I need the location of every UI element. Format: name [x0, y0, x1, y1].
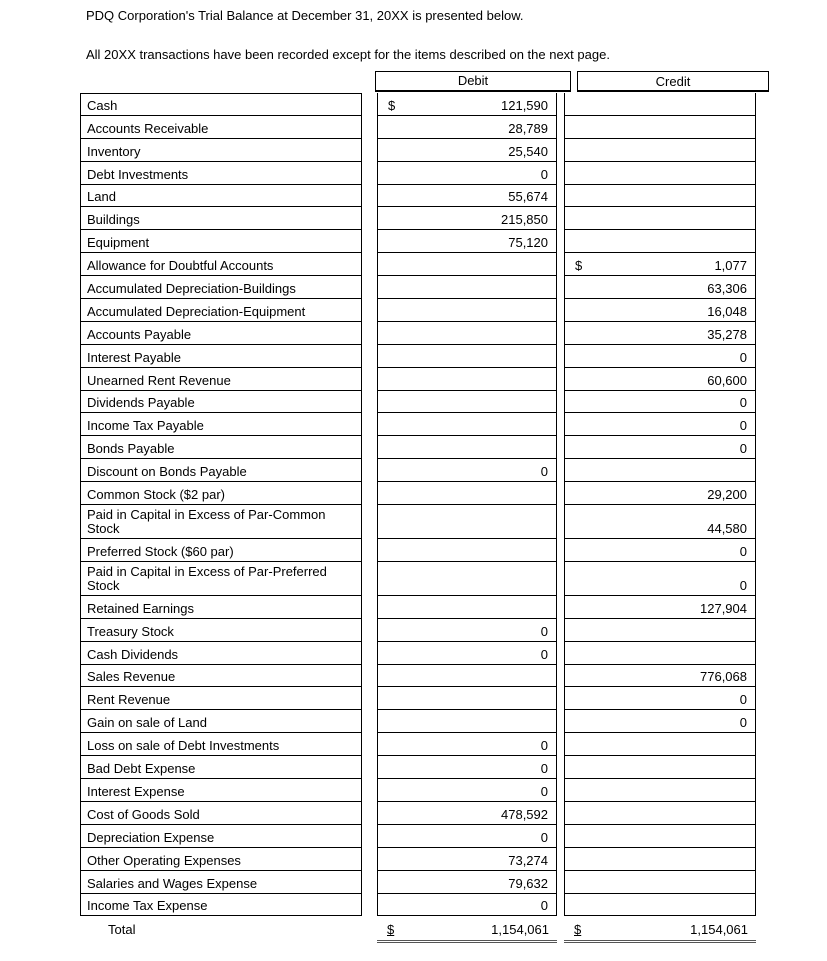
credit-cell — [564, 539, 756, 562]
column-gap — [362, 230, 377, 253]
account-name: Debt Investments — [80, 162, 362, 185]
debit-header: Debit — [457, 73, 489, 88]
debit-cell — [377, 642, 557, 665]
credit-amount: 127,904 — [700, 600, 747, 616]
column-gap — [362, 482, 377, 505]
table-row — [80, 230, 770, 253]
debit-amount: 0 — [540, 761, 548, 777]
column-gap — [362, 276, 377, 299]
column-gap — [362, 162, 377, 185]
table-row — [80, 368, 770, 391]
debit-cell — [377, 482, 557, 505]
table-row — [80, 207, 770, 230]
debit-amount: 215,850 — [501, 212, 548, 228]
debit-cell — [377, 162, 557, 185]
debit-amount: 0 — [540, 646, 548, 662]
account-name: Retained Earnings — [80, 596, 362, 619]
debit-cell — [377, 825, 557, 848]
credit-cell — [564, 894, 756, 917]
credit-amount: 776,068 — [700, 669, 747, 685]
account-name: Accumulated Depreciation-Equipment — [80, 299, 362, 322]
credit-cell — [564, 299, 756, 322]
column-gap — [362, 391, 377, 414]
credit-cell — [564, 756, 756, 779]
credit-cell — [564, 779, 756, 802]
debit-amount: 0 — [540, 738, 548, 754]
debit-cell — [377, 436, 557, 459]
credit-amount: 35,278 — [707, 326, 747, 342]
debit-cell — [377, 299, 557, 322]
credit-amount: 0 — [739, 692, 747, 708]
credit-amount: 0 — [739, 441, 747, 457]
credit-amount: 0 — [739, 418, 747, 434]
table-row — [80, 345, 770, 368]
account-name: Cost of Goods Sold — [80, 802, 362, 825]
debit-amount: 478,592 — [501, 806, 548, 822]
credit-cell — [564, 116, 756, 139]
table-row — [80, 825, 770, 848]
account-name: Buildings — [80, 207, 362, 230]
account-name: Cash — [80, 93, 362, 116]
column-gap — [362, 779, 377, 802]
table-row — [80, 505, 770, 539]
table-row — [80, 871, 770, 894]
debit-cell — [377, 322, 557, 345]
debit-cell — [377, 756, 557, 779]
table-row — [80, 299, 770, 322]
column-gap — [362, 207, 377, 230]
account-name: Income Tax Expense — [80, 894, 362, 917]
debit-cell — [377, 687, 557, 710]
credit-cell — [564, 253, 756, 276]
account-name: Interest Payable — [80, 345, 362, 368]
credit-amount: 0 — [739, 395, 747, 411]
column-gap — [362, 756, 377, 779]
total-debit-cell — [377, 916, 557, 939]
debit-cell — [377, 253, 557, 276]
table-row — [80, 539, 770, 562]
column-gap — [362, 299, 377, 322]
account-name: Equipment — [80, 230, 362, 253]
debit-cell — [377, 413, 557, 436]
table-row — [80, 687, 770, 710]
debit-cell — [377, 894, 557, 917]
account-name: Common Stock ($2 par) — [80, 482, 362, 505]
table-row — [80, 276, 770, 299]
credit-cell — [564, 802, 756, 825]
table-row — [80, 710, 770, 733]
intro-line-2: All 20XX transactions have been recorded except for the items described on the next page. — [86, 47, 610, 62]
debit-cell — [377, 345, 557, 368]
credit-cell — [564, 276, 756, 299]
account-name: Paid in Capital in Excess of Par-Preferred Stock — [80, 562, 362, 596]
table-row — [80, 733, 770, 756]
account-name: Interest Expense — [80, 779, 362, 802]
column-gap — [362, 253, 377, 276]
credit-cell — [564, 871, 756, 894]
debit-cell — [377, 230, 557, 253]
total-debit-currency-symbol: $ — [387, 922, 395, 938]
column-gap — [362, 642, 377, 665]
column-gap — [362, 539, 377, 562]
debit-cell — [377, 596, 557, 619]
debit-cell — [377, 276, 557, 299]
debit-amount: 0 — [540, 783, 548, 799]
debit-cell — [377, 459, 557, 482]
table-row — [80, 185, 770, 208]
table-row — [80, 779, 770, 802]
debit-amount: 0 — [540, 623, 548, 639]
debit-cell — [377, 368, 557, 391]
total-credit-currency-symbol: $ — [574, 922, 582, 938]
credit-cell — [564, 436, 756, 459]
credit-cell — [564, 733, 756, 756]
column-gap — [362, 505, 377, 539]
account-name: Inventory — [80, 139, 362, 162]
credit-cell — [564, 322, 756, 345]
total-credit-amount: 1,154,061 — [690, 922, 748, 938]
debit-cell — [377, 802, 557, 825]
column-gap — [362, 894, 377, 917]
account-name: Bonds Payable — [80, 436, 362, 459]
table-row — [80, 253, 770, 276]
table-row — [80, 756, 770, 779]
credit-cell — [564, 368, 756, 391]
debit-amount: 55,674 — [508, 189, 548, 205]
table-row — [80, 848, 770, 871]
column-gap — [362, 459, 377, 482]
column-gap — [362, 871, 377, 894]
column-gap — [362, 733, 377, 756]
column-gap — [362, 139, 377, 162]
debit-cell — [377, 733, 557, 756]
column-gap — [362, 802, 377, 825]
credit-cell — [564, 825, 756, 848]
account-name: Accumulated Depreciation-Buildings — [80, 276, 362, 299]
column-gap — [362, 185, 377, 208]
credit-cell — [564, 505, 756, 539]
debit-cell — [377, 619, 557, 642]
debit-cell — [377, 710, 557, 733]
debit-amount: 75,120 — [508, 235, 548, 251]
debit-amount: 121,590 — [501, 97, 548, 113]
column-gap — [362, 848, 377, 871]
credit-cell — [564, 459, 756, 482]
debit-amount: 25,540 — [508, 143, 548, 159]
account-name: Loss on sale of Debt Investments — [80, 733, 362, 756]
debit-amount: 73,274 — [508, 852, 548, 868]
intro-line-1: PDQ Corporation's Trial Balance at December 31, 20XX is presented below. — [86, 8, 524, 23]
column-gap — [362, 345, 377, 368]
credit-cell — [564, 619, 756, 642]
account-name: Paid in Capital in Excess of Par-Common Stock — [80, 505, 362, 539]
debit-cell — [377, 185, 557, 208]
table-row — [80, 139, 770, 162]
table-row — [80, 162, 770, 185]
credit-cell — [564, 596, 756, 619]
account-name: Preferred Stock ($60 par) — [80, 539, 362, 562]
table-row — [80, 665, 770, 688]
debit-amount: 28,789 — [508, 120, 548, 136]
credit-cell — [564, 642, 756, 665]
column-gap — [362, 368, 377, 391]
credit-amount: 0 — [739, 349, 747, 365]
column-gap — [362, 436, 377, 459]
table-row — [80, 642, 770, 665]
debit-amount: 0 — [540, 898, 548, 914]
debit-amount: 0 — [540, 464, 548, 480]
credit-amount: 29,200 — [707, 487, 747, 503]
credit-cell — [564, 207, 756, 230]
credit-cell — [564, 848, 756, 871]
account-name: Gain on sale of Land — [80, 710, 362, 733]
credit-amount: 0 — [739, 715, 747, 731]
debit-cell — [377, 139, 557, 162]
column-gap — [362, 596, 377, 619]
credit-cell — [564, 162, 756, 185]
account-name: Accounts Payable — [80, 322, 362, 345]
table-row — [80, 413, 770, 436]
debit-cell — [377, 505, 557, 539]
credit-cell — [564, 413, 756, 436]
table-row — [80, 482, 770, 505]
account-name: Depreciation Expense — [80, 825, 362, 848]
table-row — [80, 391, 770, 414]
account-name: Rent Revenue — [80, 687, 362, 710]
column-gap — [362, 710, 377, 733]
total-label: Total — [108, 922, 136, 938]
credit-cell — [564, 687, 756, 710]
table-row — [80, 436, 770, 459]
credit-amount: 0 — [739, 543, 747, 559]
credit-amount: 63,306 — [707, 281, 747, 297]
debit-cell — [377, 116, 557, 139]
total-debit-amount: 1,154,061 — [491, 922, 549, 938]
credit-cell — [564, 391, 756, 414]
debit-cell — [377, 391, 557, 414]
column-gap — [362, 116, 377, 139]
table-row — [80, 459, 770, 482]
account-name: Unearned Rent Revenue — [80, 368, 362, 391]
credit-amount: 60,600 — [707, 372, 747, 388]
credit-cell — [564, 482, 756, 505]
account-name: Accounts Receivable — [80, 116, 362, 139]
debit-cell — [377, 562, 557, 596]
credit-amount: 0 — [739, 577, 747, 593]
account-name: Cash Dividends — [80, 642, 362, 665]
table-row — [80, 894, 770, 917]
account-name: Sales Revenue — [80, 665, 362, 688]
credit-cell — [564, 562, 756, 596]
table-row — [80, 619, 770, 642]
account-name: Other Operating Expenses — [80, 848, 362, 871]
column-gap — [362, 825, 377, 848]
account-name: Income Tax Payable — [80, 413, 362, 436]
debit-cell — [377, 93, 557, 116]
total-row — [80, 916, 770, 939]
account-name: Dividends Payable — [80, 391, 362, 414]
table-row — [80, 93, 770, 116]
account-name: Salaries and Wages Expense — [80, 871, 362, 894]
account-name: Allowance for Doubtful Accounts — [80, 253, 362, 276]
credit-cell — [564, 710, 756, 733]
column-gap — [362, 322, 377, 345]
table-row — [80, 802, 770, 825]
credit-cell — [564, 665, 756, 688]
column-gap — [362, 619, 377, 642]
credit-amount: 16,048 — [707, 303, 747, 319]
column-gap — [362, 916, 377, 939]
column-gap — [362, 687, 377, 710]
debit-amount: 0 — [540, 829, 548, 845]
column-gap — [362, 93, 377, 116]
credit-amount: 1,077 — [714, 258, 747, 274]
debit-currency-symbol: $ — [388, 97, 396, 113]
column-gap — [362, 413, 377, 436]
debit-cell — [377, 848, 557, 871]
table-row — [80, 322, 770, 345]
debit-cell — [377, 539, 557, 562]
debit-cell — [377, 779, 557, 802]
debit-amount: 79,632 — [508, 875, 548, 891]
account-name: Land — [80, 185, 362, 208]
credit-cell — [564, 230, 756, 253]
debit-cell — [377, 665, 557, 688]
account-name: Discount on Bonds Payable — [80, 459, 362, 482]
total-credit-cell — [564, 916, 756, 939]
credit-cell — [564, 93, 756, 116]
credit-cell — [564, 345, 756, 368]
column-gap — [362, 665, 377, 688]
account-name: Treasury Stock — [80, 619, 362, 642]
trial-balance-table — [80, 93, 770, 939]
credit-cell — [564, 139, 756, 162]
column-gap — [362, 562, 377, 596]
debit-header-underline — [375, 90, 571, 92]
account-name: Bad Debt Expense — [80, 756, 362, 779]
credit-amount: 44,580 — [707, 521, 747, 537]
credit-cell — [564, 185, 756, 208]
debit-amount: 0 — [540, 166, 548, 182]
debit-cell — [377, 207, 557, 230]
credit-header: Credit — [577, 71, 769, 92]
table-row — [80, 116, 770, 139]
table-row — [80, 562, 770, 596]
table-row — [80, 596, 770, 619]
debit-cell — [377, 871, 557, 894]
credit-currency-symbol: $ — [575, 258, 583, 274]
